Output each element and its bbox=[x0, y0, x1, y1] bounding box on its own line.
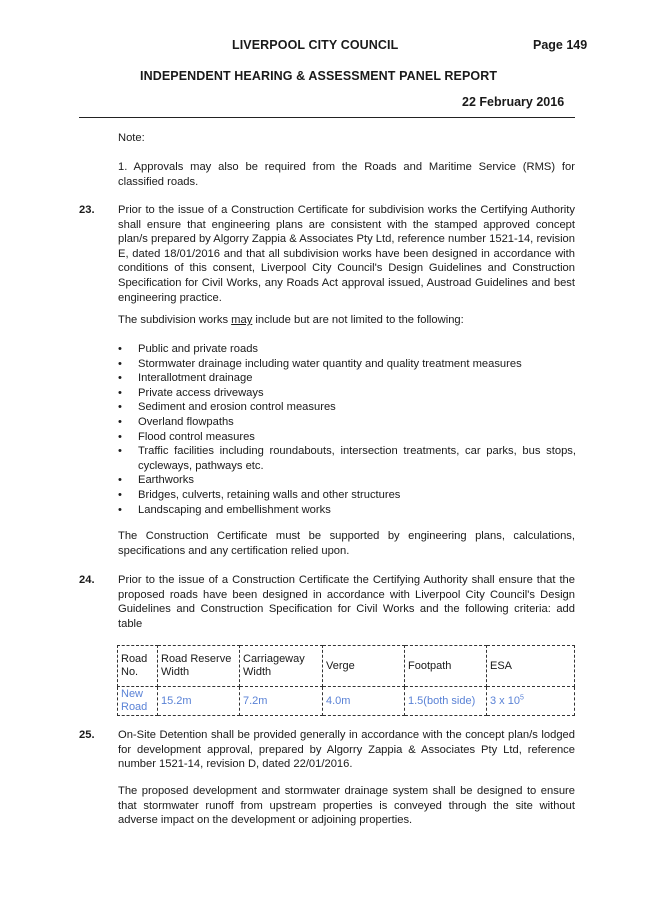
road-criteria-table bbox=[117, 645, 575, 716]
column-header: Road No. bbox=[118, 646, 158, 687]
column-header: Road Reserve Width bbox=[158, 646, 240, 687]
condition-25-text: On-Site Detention shall be provided generally in accordance with the concept plan/s lodged for development approval, prepared by Algorry Zappia & Associates Pty Ltd, reference number 1521-14, revision D, dated 22/01/2016. bbox=[118, 729, 575, 771]
condition-number-23: 23. bbox=[79, 204, 95, 216]
esa-exponent: 5 bbox=[519, 693, 524, 701]
list-item: • Stormwater drainage including water quantity and quality treatment measures bbox=[118, 357, 576, 372]
column-header: Verge bbox=[323, 646, 405, 687]
list-item: • Sediment and erosion control measures bbox=[118, 400, 576, 415]
page-number: Page 149 bbox=[533, 38, 588, 52]
report-date: 22 February 2016 bbox=[462, 95, 565, 109]
list-item: • Interallotment drainage bbox=[118, 371, 576, 386]
reserve-width-cell: 15.2m bbox=[158, 687, 240, 716]
verge-cell: 4.0m bbox=[323, 687, 405, 716]
list-item: • Private access driveways bbox=[118, 386, 576, 401]
condition-number-25: 25. bbox=[79, 729, 95, 741]
works-intro-end: include but are not limited to the following: bbox=[252, 314, 464, 326]
list-item: • Bridges, culverts, retaining walls and other structures bbox=[118, 488, 576, 503]
column-header: Footpath bbox=[405, 646, 487, 687]
header-divider bbox=[79, 117, 575, 118]
column-header: ESA bbox=[487, 646, 575, 687]
report-title: INDEPENDENT HEARING & ASSESSMENT PANEL REPORT bbox=[140, 69, 498, 83]
list-item: • Flood control measures bbox=[118, 430, 576, 445]
list-item: • Overland flowpaths bbox=[118, 415, 576, 430]
esa-base: 3 x 10 bbox=[490, 694, 520, 707]
note-label: Note: bbox=[118, 132, 145, 144]
table-row bbox=[118, 687, 575, 716]
table-header-row bbox=[118, 646, 575, 687]
condition-24-text: Prior to the issue of a Construction Certificate the Certifying Authority shall ensure that the proposed roads have been designed in accordance with Liverpool City Council's Design Guidelines and Construction Specification for Civil Works and the following criteria: add table bbox=[118, 574, 575, 630]
note-item: 1. Approvals may also be required from the Roads and Maritime Service (RMS) for classified roads. bbox=[118, 161, 575, 188]
list-item: • Landscaping and embellishment works bbox=[118, 503, 576, 518]
road-cell: New Road bbox=[118, 687, 158, 716]
condition-23-closing: The Construction Certificate must be supported by engineering plans, calculations, specifications and any certification relied upon. bbox=[118, 530, 575, 557]
works-intro-emphasis: may bbox=[231, 314, 253, 326]
list-item: • Public and private roads bbox=[118, 342, 576, 357]
works-list bbox=[118, 342, 576, 517]
footpath-cell: 1.5(both side) bbox=[405, 687, 487, 716]
condition-23-text: Prior to the issue of a Construction Certificate for subdivision works the Certifying Authority shall ensure that engineering plans are consistent with the stamped approved concept plan/s prepared by Algorry Zappia & Associates Pty Ltd, reference number 1521-14, revision E, dated 18/01/2016 and that all subdivision works have been designed in accordance with conditions of this consent, Liverpool City Council's Design Guidelines and Construction Specification for Civil Works, any Roads Act approval issued, Austroad Guidelines and best engineering practice. bbox=[118, 204, 575, 304]
works-intro-start: The subdivision works bbox=[118, 314, 232, 326]
works-intro bbox=[118, 313, 575, 328]
carriageway-width-cell: 7.2m bbox=[240, 687, 323, 716]
list-item: • Traffic facilities including roundabouts, intersection treatments, car parks, bus stops, cycleways, pathways etc. bbox=[118, 444, 576, 473]
condition-25-text-2: The proposed development and stormwater drainage system shall be designed to ensure that stormwater runoff from upstream properties is conveyed through the site without adverse impact on the development or adjoining properties. bbox=[118, 785, 575, 827]
esa-cell bbox=[487, 687, 575, 716]
council-name: LIVERPOOL CITY COUNCIL bbox=[232, 38, 399, 52]
condition-number-24: 24. bbox=[79, 574, 95, 586]
column-header: Carriageway Width bbox=[240, 646, 323, 687]
list-item: • Earthworks bbox=[118, 473, 576, 488]
